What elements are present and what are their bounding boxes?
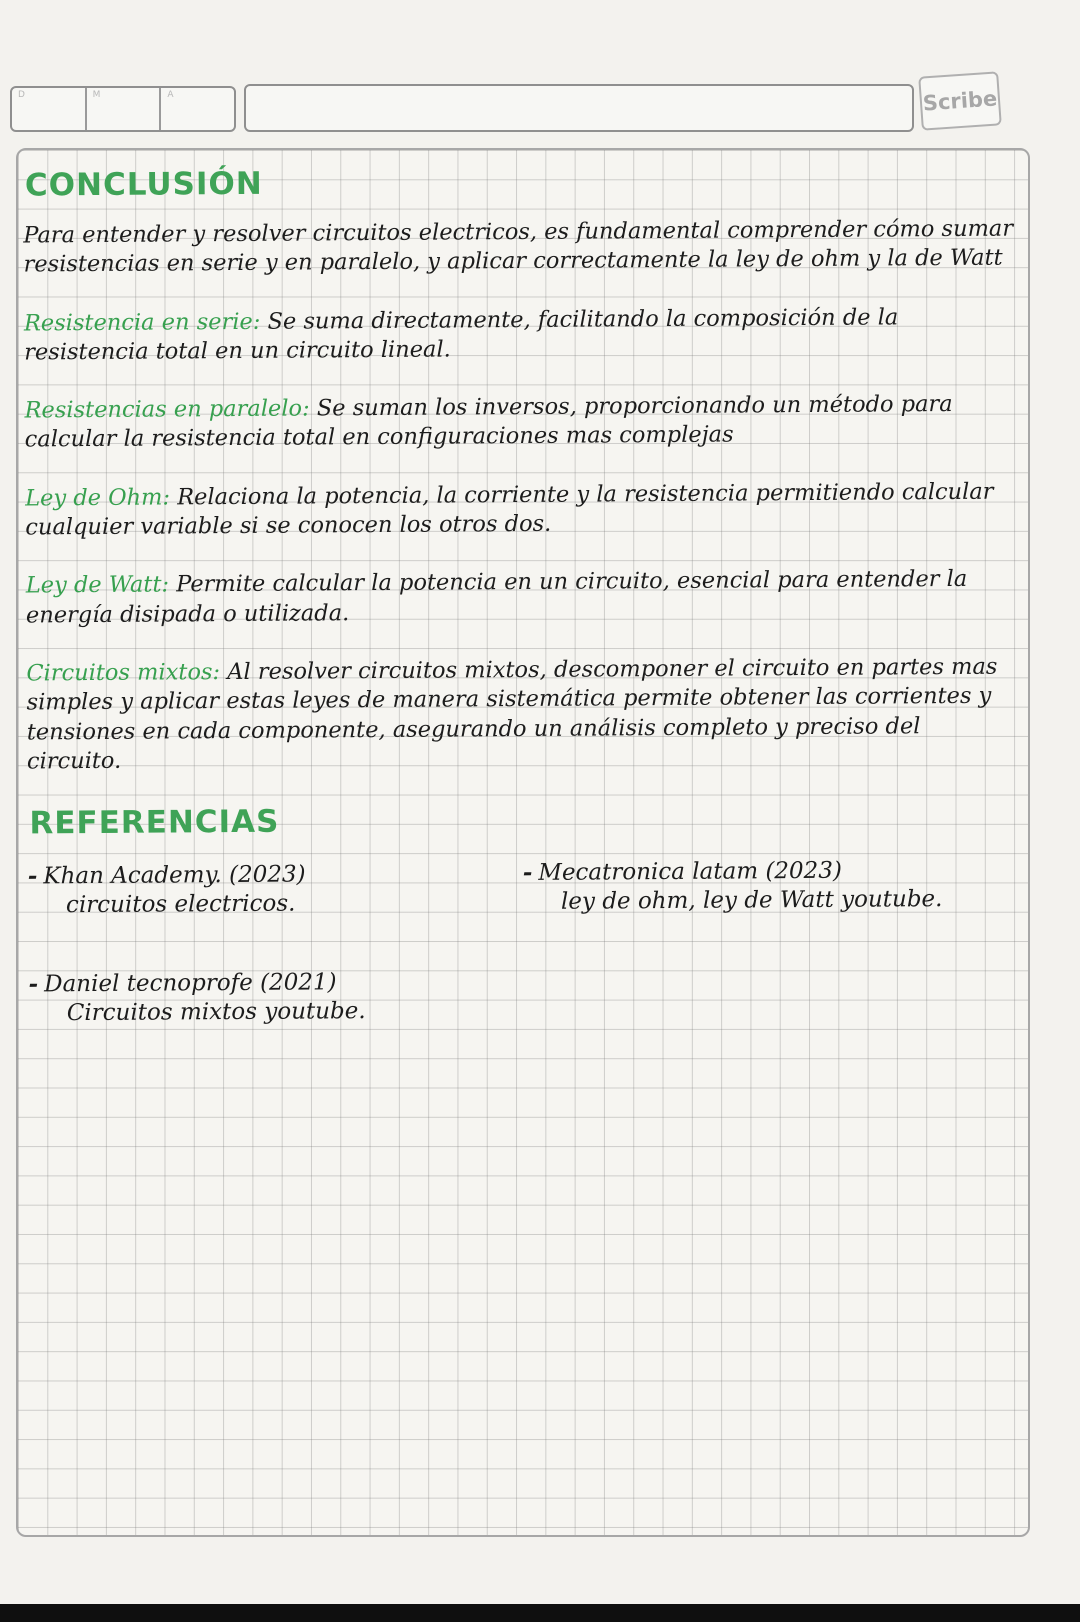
term-series: Resistencia en serie: — [23, 308, 261, 337]
date-label-year: A — [167, 90, 174, 100]
title-box — [244, 84, 914, 132]
reference-author: Mecatronica latam (2023) — [538, 857, 842, 887]
dash-mark: - — [27, 862, 38, 890]
item-ohm — [25, 477, 1015, 543]
reference-author: Daniel tecnoprofe (2021) — [44, 969, 337, 998]
date-box — [10, 86, 236, 132]
reference-title: ley de ohm, ley de Watt youtube. — [560, 886, 943, 916]
date-cell-month — [87, 88, 162, 130]
references-col-right — [523, 855, 1019, 1074]
text-watt: Permite calcular la potencia en un circuito, esencial para entender la energía disipada o utilizada. — [25, 566, 968, 629]
date-cell-year — [161, 88, 234, 130]
conclusion-heading: CONCLUSIÓN — [24, 165, 263, 204]
term-ohm: Ley de Ohm: — [25, 484, 171, 512]
reference-line — [28, 858, 523, 892]
bottom-edge — [0, 1604, 1080, 1622]
item-watt — [26, 565, 1016, 631]
reference-item — [28, 966, 523, 1029]
grid-sheet — [16, 148, 1030, 1537]
date-cell-day — [12, 88, 87, 130]
term-mixed: Circuitos mixtos: — [26, 659, 221, 687]
reference-item — [523, 855, 1018, 918]
references-heading: REFERENCIAS — [29, 803, 280, 842]
reference-author: Khan Academy. (2023) — [43, 861, 306, 890]
reference-line — [28, 966, 523, 1000]
page-header — [10, 84, 1028, 134]
item-parallel — [24, 390, 1014, 456]
date-label-month: M — [92, 90, 101, 100]
references-col-left — [28, 858, 524, 1077]
item-mixed — [26, 653, 1017, 777]
brand-logo — [918, 71, 1002, 130]
dash-mark: - — [28, 970, 39, 998]
item-series — [24, 302, 1014, 368]
text-ohm: Relaciona la potencia, la corriente y la resistencia permitiendo calcular cualquier variable si se conocen los otros dos. — [25, 478, 994, 541]
notes-content — [23, 155, 1019, 1077]
date-label-day: D — [18, 90, 25, 100]
reference-title: Circuitos mixtos youtube. — [66, 998, 366, 1027]
reference-line — [523, 855, 1018, 889]
reference-item — [28, 858, 523, 921]
reference-title: circuitos electricos. — [65, 891, 296, 919]
brand-text: Scribe — [922, 86, 998, 116]
dash-mark: - — [522, 859, 533, 887]
term-watt: Ley de Watt: — [25, 571, 170, 599]
references-list — [28, 855, 1019, 1077]
text-parallel: Se suman los inversos, proporcionando un método para calcular la resistencia total en configuraciones mas complejas — [24, 391, 953, 453]
text-series: Se suma directamente, facilitando la composición de la resistencia total en un circuito lineal. — [24, 303, 899, 366]
term-parallel: Resistencias en paralelo: — [24, 395, 310, 424]
text-mixed: Al resolver circuitos mixtos, descomponer el circuito en partes mas simples y aplicar estas leyes de manera sistemática permite obtener las corrientes y tensiones en cada componente, asegurando un análisis completo y preciso del circuito. — [26, 653, 998, 775]
intro-paragraph: Para entender y resolver circuitos electricos, es fundamental comprender cómo sumar resistencias en serie y en paralelo, y aplicar correctamente la ley de ohm y la de Watt — [23, 215, 1014, 278]
